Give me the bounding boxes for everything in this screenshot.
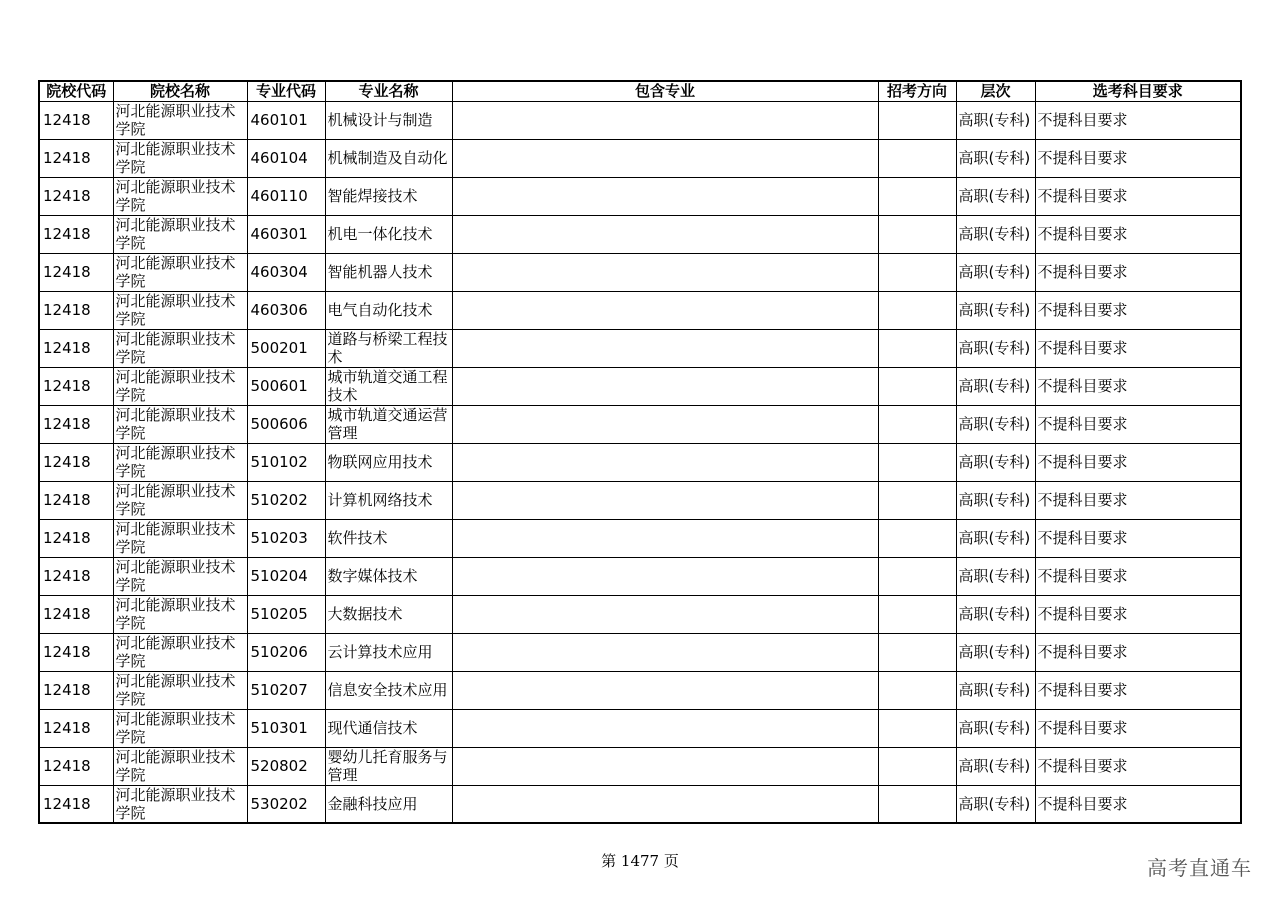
cell-major-code: 510102 [247, 443, 325, 481]
table-row [39, 671, 1241, 709]
cell-exam-direction [878, 481, 956, 519]
cell-major-name: 物联网应用技术 [325, 443, 452, 481]
table-row [39, 519, 1241, 557]
cell-included-majors [452, 557, 878, 595]
cell-school-name: 河北能源职业技术学院 [113, 785, 247, 823]
cell-major-code: 460110 [247, 177, 325, 215]
cell-major-code: 510205 [247, 595, 325, 633]
header-level: 层次 [956, 81, 1035, 101]
table-row [39, 747, 1241, 785]
cell-included-majors [452, 481, 878, 519]
table-row [39, 443, 1241, 481]
cell-major-code: 510203 [247, 519, 325, 557]
cell-level: 高职(专科) [956, 101, 1035, 139]
table-row [39, 215, 1241, 253]
cell-subject-requirement: 不提科目要求 [1035, 557, 1241, 595]
cell-major-name: 信息安全技术应用 [325, 671, 452, 709]
cell-level: 高职(专科) [956, 215, 1035, 253]
cell-level: 高职(专科) [956, 481, 1035, 519]
cell-included-majors [452, 291, 878, 329]
cell-school-name: 河北能源职业技术学院 [113, 633, 247, 671]
cell-major-code: 460306 [247, 291, 325, 329]
cell-subject-requirement: 不提科目要求 [1035, 747, 1241, 785]
cell-school-code: 12418 [39, 671, 113, 709]
cell-exam-direction [878, 709, 956, 747]
cell-school-name: 河北能源职业技术学院 [113, 443, 247, 481]
table-row [39, 367, 1241, 405]
cell-exam-direction [878, 101, 956, 139]
cell-subject-requirement: 不提科目要求 [1035, 329, 1241, 367]
cell-major-code: 510204 [247, 557, 325, 595]
cell-school-name: 河北能源职业技术学院 [113, 291, 247, 329]
table-header-row [39, 81, 1241, 101]
cell-included-majors [452, 633, 878, 671]
cell-major-code: 510207 [247, 671, 325, 709]
cell-included-majors [452, 177, 878, 215]
cell-level: 高职(专科) [956, 329, 1035, 367]
cell-major-name: 城市轨道交通工程技术 [325, 367, 452, 405]
table-row [39, 291, 1241, 329]
cell-included-majors [452, 367, 878, 405]
cell-included-majors [452, 709, 878, 747]
cell-school-code: 12418 [39, 177, 113, 215]
table-row [39, 595, 1241, 633]
header-included-majors: 包含专业 [452, 81, 878, 101]
header-school-name: 院校名称 [113, 81, 247, 101]
cell-school-name: 河北能源职业技术学院 [113, 595, 247, 633]
cell-level: 高职(专科) [956, 595, 1035, 633]
cell-exam-direction [878, 291, 956, 329]
cell-level: 高职(专科) [956, 291, 1035, 329]
cell-subject-requirement: 不提科目要求 [1035, 709, 1241, 747]
cell-included-majors [452, 139, 878, 177]
cell-exam-direction [878, 785, 956, 823]
cell-school-code: 12418 [39, 443, 113, 481]
header-school-code: 院校代码 [39, 81, 113, 101]
cell-school-code: 12418 [39, 481, 113, 519]
cell-exam-direction [878, 443, 956, 481]
cell-exam-direction [878, 253, 956, 291]
cell-school-code: 12418 [39, 595, 113, 633]
table-row [39, 709, 1241, 747]
cell-major-name: 计算机网络技术 [325, 481, 452, 519]
cell-major-name: 机电一体化技术 [325, 215, 452, 253]
header-major-name: 专业名称 [325, 81, 452, 101]
cell-school-name: 河北能源职业技术学院 [113, 557, 247, 595]
cell-school-name: 河北能源职业技术学院 [113, 367, 247, 405]
cell-level: 高职(专科) [956, 367, 1035, 405]
table-row [39, 405, 1241, 443]
cell-subject-requirement: 不提科目要求 [1035, 291, 1241, 329]
table-row [39, 177, 1241, 215]
cell-school-code: 12418 [39, 329, 113, 367]
cell-major-code: 510206 [247, 633, 325, 671]
cell-included-majors [452, 329, 878, 367]
cell-major-name: 金融科技应用 [325, 785, 452, 823]
cell-major-code: 530202 [247, 785, 325, 823]
cell-included-majors [452, 101, 878, 139]
cell-major-name: 城市轨道交通运营管理 [325, 405, 452, 443]
table-row [39, 557, 1241, 595]
cell-school-code: 12418 [39, 253, 113, 291]
table-body [39, 101, 1241, 823]
header-exam-direction: 招考方向 [878, 81, 956, 101]
cell-school-code: 12418 [39, 139, 113, 177]
cell-level: 高职(专科) [956, 709, 1035, 747]
admissions-table-container [38, 80, 1240, 824]
cell-level: 高职(专科) [956, 785, 1035, 823]
cell-school-name: 河北能源职业技术学院 [113, 101, 247, 139]
cell-exam-direction [878, 595, 956, 633]
cell-subject-requirement: 不提科目要求 [1035, 443, 1241, 481]
cell-exam-direction [878, 367, 956, 405]
cell-included-majors [452, 215, 878, 253]
cell-school-name: 河北能源职业技术学院 [113, 253, 247, 291]
table-row [39, 785, 1241, 823]
cell-school-code: 12418 [39, 557, 113, 595]
cell-exam-direction [878, 633, 956, 671]
cell-included-majors [452, 253, 878, 291]
cell-school-name: 河北能源职业技术学院 [113, 747, 247, 785]
cell-major-name: 云计算技术应用 [325, 633, 452, 671]
cell-included-majors [452, 519, 878, 557]
cell-subject-requirement: 不提科目要求 [1035, 367, 1241, 405]
cell-major-name: 软件技术 [325, 519, 452, 557]
cell-school-name: 河北能源职业技术学院 [113, 481, 247, 519]
cell-school-code: 12418 [39, 519, 113, 557]
cell-level: 高职(专科) [956, 671, 1035, 709]
cell-school-code: 12418 [39, 215, 113, 253]
cell-major-code: 500606 [247, 405, 325, 443]
cell-major-name: 道路与桥梁工程技术 [325, 329, 452, 367]
cell-school-name: 河北能源职业技术学院 [113, 709, 247, 747]
cell-major-name: 智能焊接技术 [325, 177, 452, 215]
cell-major-name: 机械设计与制造 [325, 101, 452, 139]
cell-major-name: 大数据技术 [325, 595, 452, 633]
cell-major-code: 460304 [247, 253, 325, 291]
cell-level: 高职(专科) [956, 253, 1035, 291]
cell-major-code: 460104 [247, 139, 325, 177]
cell-subject-requirement: 不提科目要求 [1035, 595, 1241, 633]
cell-level: 高职(专科) [956, 443, 1035, 481]
cell-major-name: 智能机器人技术 [325, 253, 452, 291]
cell-school-name: 河北能源职业技术学院 [113, 139, 247, 177]
cell-exam-direction [878, 747, 956, 785]
table-row [39, 139, 1241, 177]
cell-school-name: 河北能源职业技术学院 [113, 671, 247, 709]
cell-exam-direction [878, 519, 956, 557]
watermark-logo-text: 高考直通车 [1147, 856, 1252, 880]
admissions-table [38, 80, 1242, 824]
cell-school-name: 河北能源职业技术学院 [113, 215, 247, 253]
cell-included-majors [452, 747, 878, 785]
cell-included-majors [452, 785, 878, 823]
cell-school-name: 河北能源职业技术学院 [113, 177, 247, 215]
cell-level: 高职(专科) [956, 557, 1035, 595]
table-row [39, 481, 1241, 519]
cell-major-code: 460301 [247, 215, 325, 253]
cell-subject-requirement: 不提科目要求 [1035, 177, 1241, 215]
cell-subject-requirement: 不提科目要求 [1035, 405, 1241, 443]
cell-school-code: 12418 [39, 633, 113, 671]
cell-subject-requirement: 不提科目要求 [1035, 785, 1241, 823]
cell-level: 高职(专科) [956, 139, 1035, 177]
cell-school-name: 河北能源职业技术学院 [113, 405, 247, 443]
cell-school-name: 河北能源职业技术学院 [113, 329, 247, 367]
cell-exam-direction [878, 405, 956, 443]
cell-major-name: 电气自动化技术 [325, 291, 452, 329]
cell-major-code: 460101 [247, 101, 325, 139]
cell-subject-requirement: 不提科目要求 [1035, 671, 1241, 709]
cell-school-code: 12418 [39, 709, 113, 747]
cell-level: 高职(专科) [956, 747, 1035, 785]
cell-exam-direction [878, 557, 956, 595]
cell-subject-requirement: 不提科目要求 [1035, 101, 1241, 139]
cell-subject-requirement: 不提科目要求 [1035, 139, 1241, 177]
page-number: 第 1477 页 [601, 852, 679, 870]
table-row [39, 329, 1241, 367]
cell-school-code: 12418 [39, 747, 113, 785]
cell-subject-requirement: 不提科目要求 [1035, 633, 1241, 671]
cell-school-code: 12418 [39, 405, 113, 443]
cell-school-name: 河北能源职业技术学院 [113, 519, 247, 557]
cell-major-code: 510202 [247, 481, 325, 519]
cell-included-majors [452, 671, 878, 709]
header-major-code: 专业代码 [247, 81, 325, 101]
cell-subject-requirement: 不提科目要求 [1035, 481, 1241, 519]
cell-major-name: 机械制造及自动化 [325, 139, 452, 177]
table-row [39, 253, 1241, 291]
cell-exam-direction [878, 329, 956, 367]
cell-exam-direction [878, 215, 956, 253]
cell-major-code: 520802 [247, 747, 325, 785]
table-row [39, 101, 1241, 139]
cell-included-majors [452, 443, 878, 481]
header-subject-requirement: 选考科目要求 [1035, 81, 1241, 101]
cell-school-code: 12418 [39, 101, 113, 139]
cell-included-majors [452, 405, 878, 443]
cell-exam-direction [878, 177, 956, 215]
cell-level: 高职(专科) [956, 519, 1035, 557]
cell-level: 高职(专科) [956, 405, 1035, 443]
cell-major-code: 500201 [247, 329, 325, 367]
cell-subject-requirement: 不提科目要求 [1035, 215, 1241, 253]
cell-exam-direction [878, 671, 956, 709]
cell-included-majors [452, 595, 878, 633]
cell-major-name: 数字媒体技术 [325, 557, 452, 595]
cell-major-code: 510301 [247, 709, 325, 747]
cell-level: 高职(专科) [956, 633, 1035, 671]
cell-level: 高职(专科) [956, 177, 1035, 215]
cell-school-code: 12418 [39, 291, 113, 329]
cell-exam-direction [878, 139, 956, 177]
cell-major-code: 500601 [247, 367, 325, 405]
cell-subject-requirement: 不提科目要求 [1035, 519, 1241, 557]
cell-subject-requirement: 不提科目要求 [1035, 253, 1241, 291]
table-row [39, 633, 1241, 671]
cell-major-name: 婴幼儿托育服务与管理 [325, 747, 452, 785]
cell-major-name: 现代通信技术 [325, 709, 452, 747]
cell-school-code: 12418 [39, 367, 113, 405]
cell-school-code: 12418 [39, 785, 113, 823]
